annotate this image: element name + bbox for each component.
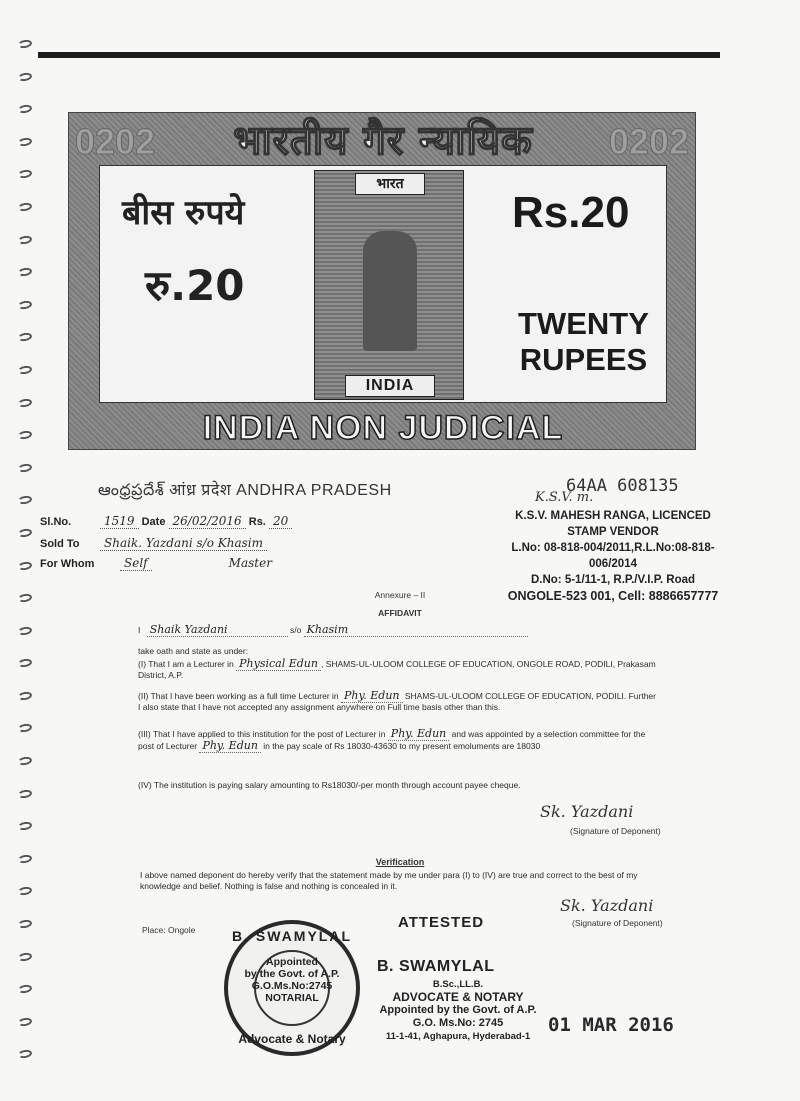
vendor-handwritten: K.S.V. m. bbox=[535, 490, 594, 505]
stamp-value-words: TWENTY RUPEES bbox=[518, 306, 649, 377]
para-2: (II) That I have been working as a full time Lecturer in Phy. Edun SHAMS-UL-ULOOM COLLEGE OF EDUCATION, PODILI. Further I also state that I have not accepted any assignment anywhere on Full time basis other than this. bbox=[138, 689, 656, 712]
para-4: (IV) The institution is paying salary amounting to Rs18030/-per month through account payee cheque. bbox=[138, 780, 521, 790]
stamp-number-right: 0202 bbox=[608, 121, 689, 162]
for-whom-row: For Whom Self Master bbox=[40, 556, 272, 570]
stamp-country: INDIA bbox=[345, 375, 435, 397]
verification-title: Verification bbox=[375, 857, 425, 867]
oath-line: take oath and state as under: bbox=[138, 646, 249, 656]
notary-details: B.Sc.,LL.B. ADVOCATE & NOTARY Appointed by the Govt. of A.P. G.O. Ms.No: 2745 11-1-41, Aghapura, Hyderabad-1 bbox=[379, 979, 537, 1042]
affidavit-title: AFFIDAVIT bbox=[378, 608, 422, 618]
emblem-label: भारत bbox=[355, 173, 425, 195]
spiral-binding bbox=[18, 40, 38, 1080]
verification-text: I above named deponent do hereby verify that the statement made by me under para (I) to (IV) are true and correct to the best of my knowledge and belief. Nothing is false and nothing is concealed in it. bbox=[140, 870, 638, 891]
lion-capital-icon bbox=[363, 231, 417, 351]
verification-signature-caption: (Signature of Deponent) bbox=[572, 918, 663, 928]
deponent-signature: Sk. Yazdani bbox=[540, 802, 634, 821]
signature-caption: (Signature of Deponent) bbox=[570, 826, 661, 836]
stamp-number-left: 0202 bbox=[75, 121, 156, 162]
stamp-serial: 64AA 608135 bbox=[566, 476, 679, 496]
stamp-hindi-amount: बीस रुपये bbox=[122, 193, 245, 233]
sold-to-row: Sold To Shaik. Yazdani s/o Khasim bbox=[40, 536, 267, 550]
stamp-hindi-value: रु.20 bbox=[145, 261, 245, 310]
stamp-paper bbox=[68, 112, 696, 450]
para-3: (III) That I have applied to this institution for the post of Lecturer in Phy. Edun and was appointed by a selection committee for the post of Lecturer Phy. Edun in the pay scale of Rs 18030-43630 to my present emoluments are 18030 bbox=[138, 727, 646, 752]
stamp-inner-panel bbox=[99, 165, 667, 403]
stamp-vendor-block: K.S.V. MAHESH RANGA, LICENCED STAMP VENDOR L.No: 08-818-004/2011,R.L.No:08-818-006/2014 D.No: 5-1/11-1, R.P./V.I.P. Road ONGOLE-523 001, Cell: 8886657777 bbox=[507, 510, 719, 603]
annexure-label: Annexure – II bbox=[374, 590, 426, 600]
notary-seal: B. SWAMYLAL Appointed by the Govt. of A.P. G.O.Ms.No:2745 NOTARIAL Advocate & Notary bbox=[224, 920, 360, 1056]
top-rule bbox=[38, 52, 720, 58]
notary-name: B. SWAMYLAL bbox=[377, 958, 495, 975]
verification-signature: Sk. Yazdani bbox=[560, 896, 654, 915]
state-line: ఆంధ్రప్రదేశ్ आंध्र प्रदेश ANDHRA PRADESH bbox=[98, 482, 392, 499]
stamp-value: Rs.20 bbox=[512, 188, 630, 237]
deponent-line: I Shaik Yazdani s/o Khasim bbox=[138, 624, 658, 636]
sl-no-row: Sl.No. 1519 Date 26/02/2016 Rs. 20 bbox=[40, 514, 292, 528]
stamp-footer: INDIA NON JUDICIAL bbox=[202, 409, 564, 447]
date-stamp: 01 MAR 2016 bbox=[548, 1014, 674, 1036]
stamp-hindi-header: भारतीय गैर न्यायिक bbox=[233, 118, 533, 164]
national-emblem-icon bbox=[314, 170, 464, 400]
place-line: Place: Ongole bbox=[142, 925, 196, 935]
attested-label: ATTESTED bbox=[398, 914, 485, 931]
para-1: (I) That I am a Lecturer in Physical Edun , SHAMS-UL-ULOOM COLLEGE OF EDUCATION, ONGOLE ROAD, PODILI, Prakasam District, A.P. bbox=[138, 657, 656, 680]
